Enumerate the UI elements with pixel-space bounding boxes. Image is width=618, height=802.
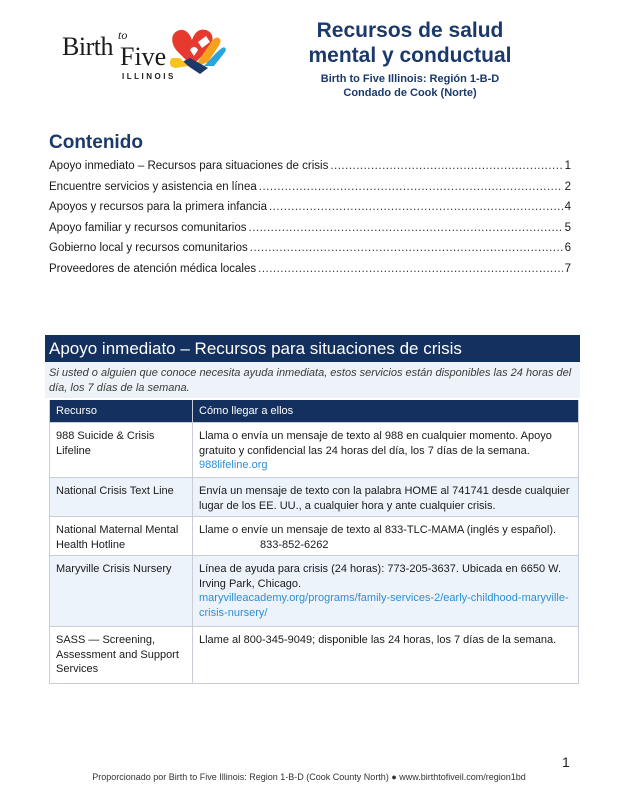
section-heading: Apoyo inmediato – Recursos para situaciones de crisis: [45, 335, 580, 362]
toc-heading: Contenido: [49, 132, 143, 153]
resource-name: SASS — Screening, Assessment and Support Services: [50, 627, 193, 683]
resource-how: Envía un mensaje de texto con la palabra HOME al 741741 desde cualquier lugar de los EE. UU., a cualquier hora y ante cualquier crisis.: [199, 485, 570, 512]
resource-how: Llame o envíe un mensaje de texto al 833-TLC-MAMA (inglés y español).: [199, 524, 557, 536]
hands-logo-icon: [164, 22, 228, 78]
resource-details: [193, 423, 578, 477]
toc-item[interactable]: [49, 222, 571, 243]
toc-item-label: Encuentre servicios y asistencia en línea: [49, 180, 257, 193]
table-row: [50, 516, 578, 555]
toc-item-page: 5: [564, 221, 571, 234]
page-number: 1: [562, 754, 570, 770]
toc-item-page: 1: [564, 160, 571, 172]
toc-item-label: Apoyo inmediato – Recursos para situaciones de crisis: [49, 160, 329, 172]
document-title-line2: mental y conductual: [308, 44, 512, 67]
logo-word-illinois: ILLINOIS: [122, 72, 176, 81]
table-row: [50, 555, 578, 626]
birth-to-five-logo: [62, 22, 232, 84]
table-row: [50, 477, 578, 516]
toc-leader-dots: [258, 263, 562, 275]
toc-item-page: 6: [564, 242, 571, 254]
resource-name: National Crisis Text Line: [50, 478, 193, 516]
resource-how: Llame al 800-345-9049; disponible las 24 horas, los 7 días de la semana.: [199, 634, 557, 646]
logo-word-five: Five: [120, 42, 167, 71]
toc-item-page: 2: [564, 180, 571, 193]
toc-item[interactable]: [49, 242, 571, 263]
document-title-block: [280, 18, 540, 100]
column-header-resource: Recurso: [50, 400, 193, 422]
resource-details: [193, 627, 578, 683]
resource-details: [193, 517, 578, 555]
logo-word-birth: Birth: [62, 32, 113, 61]
table-row: [50, 422, 578, 477]
resource-name: 988 Suicide & Crisis Lifeline: [50, 423, 193, 477]
toc-item[interactable]: [49, 181, 571, 202]
toc-leader-dots: [330, 160, 562, 172]
toc-item[interactable]: [49, 263, 571, 284]
toc-item[interactable]: [49, 201, 571, 222]
resource-details: [193, 478, 578, 516]
table-header-row: [50, 400, 578, 422]
document-title-line1: Recursos de salud: [316, 19, 504, 42]
page-footer: Proporcionado por Birth to Five Illinois: Region 1-B-D (Cook County North) ● www.birthtofiveil.com/region1bd: [92, 772, 526, 782]
toc-leader-dots: [249, 222, 563, 234]
toc-leader-dots: [269, 201, 563, 213]
resource-how: Línea de ayuda para crisis (24 horas): 773-205-3637. Ubicada en 6650 W. Irving Park, Chicago.: [199, 563, 562, 590]
resources-table: [49, 400, 579, 684]
toc-item-label: Apoyo familiar y recursos comunitarios: [49, 221, 247, 234]
document-subtitle-line2: Condado de Cook (Norte): [343, 87, 477, 99]
toc-leader-dots: [259, 181, 563, 193]
table-of-contents: [49, 160, 571, 283]
section-intro: Si usted o alguien que conoce necesita ayuda inmediata, estos servicios están disponibles las 24 horas del día, los 7 días de la semana.: [45, 362, 580, 398]
toc-leader-dots: [250, 242, 563, 254]
resource-phone[interactable]: 833-852-6262: [260, 538, 329, 551]
table-row: [50, 626, 578, 683]
resource-name: Maryville Crisis Nursery: [50, 556, 193, 626]
resource-link[interactable]: maryvilleacademy.org/programs/family-services-2/early-childhood-maryville-crisis-nursery/: [199, 592, 569, 619]
toc-item-page: 4: [564, 201, 571, 213]
resource-details: [193, 556, 578, 626]
resource-name: National Maternal Mental Health Hotline: [50, 517, 193, 555]
toc-item-label: Proveedores de atención médica locales: [49, 262, 257, 275]
toc-item[interactable]: [49, 160, 571, 181]
resource-link[interactable]: 988lifeline.org: [199, 459, 268, 471]
resource-how: Llama o envía un mensaje de texto al 988 en cualquier momento. Apoyo gratuito y confidencial las 24 horas del día, los 7 días de la semana.: [199, 430, 552, 457]
document-subtitle-line1: Birth to Five Illinois: Región 1-B-D: [320, 73, 500, 85]
toc-item-label: Gobierno local y recursos comunitarios: [49, 242, 248, 254]
toc-item-page: 7: [564, 262, 571, 275]
toc-item-label: Apoyos y recursos para la primera infancia: [49, 201, 267, 213]
logo-word-to: to: [118, 28, 128, 42]
column-header-how: Cómo llegar a ellos: [199, 405, 294, 417]
